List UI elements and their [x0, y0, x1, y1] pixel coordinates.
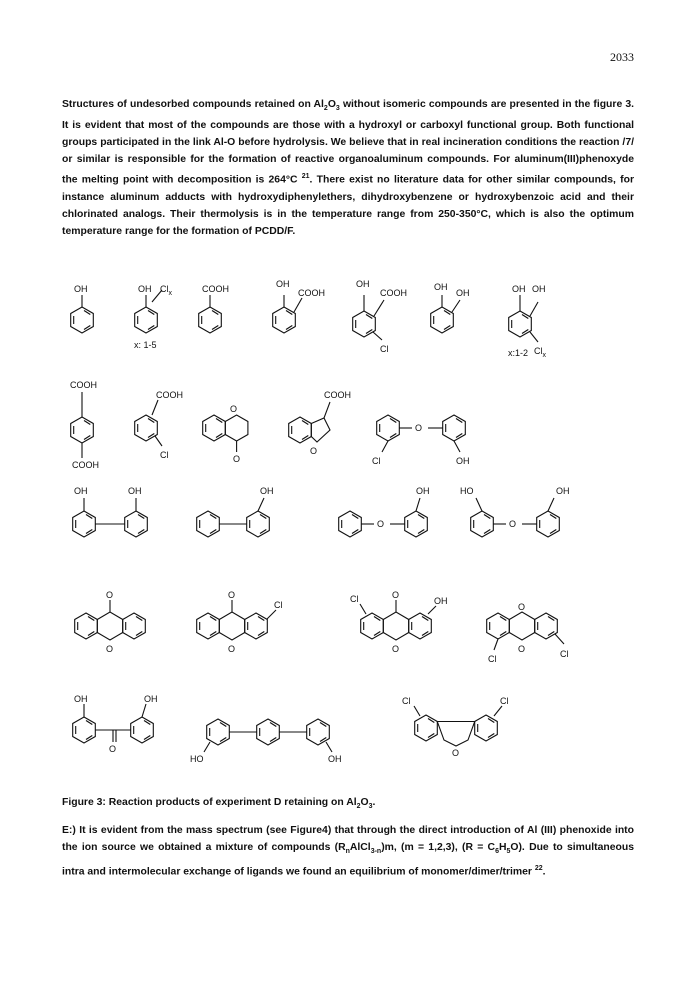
- svg-text:OH: OH: [532, 284, 546, 294]
- chloroxanthone: [197, 590, 283, 654]
- svg-text:Cl: Cl: [372, 456, 381, 466]
- dihydroxybenzophenone: [73, 694, 158, 754]
- phthalic-acid: [70, 380, 99, 470]
- svg-text:O: O: [109, 744, 117, 754]
- svg-text:COOH: COOH: [72, 460, 99, 470]
- svg-text:COOH: COOH: [156, 390, 183, 400]
- hydroxybenzoic-acid: [273, 279, 325, 333]
- svg-text:O: O: [509, 519, 517, 529]
- benzoic-acid: [199, 284, 229, 333]
- dihydroxyterphenyl: [190, 719, 342, 764]
- page-number: 2033: [610, 50, 634, 64]
- chlorodihydroxybenzene: [508, 284, 547, 359]
- svg-text:HO: HO: [460, 486, 474, 496]
- svg-text:OH: OH: [512, 284, 526, 294]
- svg-text:O: O: [106, 590, 114, 600]
- svg-text:COOH: COOH: [380, 288, 407, 298]
- svg-text:Cl: Cl: [380, 344, 389, 354]
- xanthone: [75, 590, 146, 654]
- figure-3-structures: [62, 262, 634, 782]
- svg-text:OH: OH: [276, 279, 290, 289]
- chlorobenzoic-acid: [135, 390, 183, 460]
- svg-text:O: O: [518, 602, 526, 612]
- svg-text:O: O: [230, 404, 238, 414]
- svg-text:O: O: [392, 644, 400, 654]
- svg-text:Cl: Cl: [350, 594, 359, 604]
- svg-text:O: O: [106, 644, 114, 654]
- svg-text:COOH: COOH: [202, 284, 229, 294]
- svg-text:OH: OH: [74, 694, 88, 704]
- svg-text:OH: OH: [128, 486, 142, 496]
- svg-text:OH: OH: [356, 279, 370, 289]
- dichloro-dibenzofuran: [402, 696, 509, 758]
- svg-text:OH: OH: [434, 282, 448, 292]
- chlorohydroxybenzoic-acid: [353, 279, 407, 354]
- svg-text:x:1-2: x:1-2: [508, 348, 529, 358]
- svg-text:Clx: $Cl_x$: [534, 346, 546, 359]
- benzofuran-carboxylic-acid: [289, 390, 351, 456]
- svg-text:HO: HO: [190, 754, 204, 764]
- svg-text:Cl: Cl: [488, 654, 497, 664]
- hydroxydiphenylether-ortho: [339, 486, 430, 537]
- chromone: [203, 404, 248, 464]
- svg-text:Cl: Cl: [274, 600, 283, 610]
- svg-text:OH: OH: [434, 596, 448, 606]
- svg-text:O: O: [452, 748, 460, 758]
- chloro-hydroxy-diphenylether: [372, 415, 470, 466]
- chemical-structures-svg: [62, 262, 634, 782]
- reference-21: 21: [301, 173, 310, 181]
- paragraph-structures: Structures of undesorbed compounds retained on $Al_2O_3$ without isomeric compounds are presented in the figure 3. It is evident that most of the compounds are those with a hydroxyl or carboxyl functional group. Both functional groups participated in the link Al-O before hydrolysis. We believe that in real incineration conditions the reaction /7/ or similar is responsible for the formation of reactive organoaluminum compounds. For aluminum(III)phenoxyde the melting point with decomposition is 264°C $^{21}$. There exist no literature data for other similar compounds, for instance aluminum adducts with hydroxydiphenylethers, dihydroxybenzene or hydroxybenzoic acid and their chlorinated analogs. Their thermolysis is in the temperature range from 250-350°C, which is also the optimum temperature range for the formation of PCDD/F.: [62, 99, 635, 237]
- svg-text:OH: OH: [456, 456, 470, 466]
- svg-text:OH: OH: [260, 486, 274, 496]
- figure-reference: figure 3: [593, 99, 632, 110]
- svg-text:OH: OH: [74, 486, 88, 496]
- svg-text:O: O: [310, 446, 318, 456]
- svg-text:Cl: Cl: [500, 696, 509, 706]
- dihydroxybenzene: [431, 282, 470, 333]
- svg-text:OH: OH: [144, 694, 158, 704]
- svg-text:O: O: [518, 644, 526, 654]
- reference-22: 22: [534, 865, 543, 873]
- svg-text:Cl: Cl: [560, 649, 569, 659]
- svg-text:O: O: [233, 454, 241, 464]
- svg-text:Cl: Cl: [160, 450, 169, 460]
- svg-text:OH: OH: [328, 754, 342, 764]
- svg-text:O: O: [377, 519, 385, 529]
- figure-caption: Figure 3: Reaction products of experiment D retaining on $Al_2O_3$.: [62, 797, 376, 811]
- svg-text:Clx: $Cl_x$: [160, 284, 172, 297]
- svg-text:OH: OH: [456, 288, 470, 298]
- svg-text:O: O: [415, 423, 423, 433]
- svg-text:COOH: COOH: [324, 390, 351, 400]
- paragraph-mass-spectrum: E:) It is evident from the mass spectrum (see Figure4) that through the direct introduction of Al (III) phenoxide into the ion source we obtained a mixture of compounds $(R_nAlCl_{3-n})m$, (m = 1,2,3), $(R = C_6H_5O)$. Due to simultaneous intra and intermolecular exchange of ligands we found an equilibrium of monomer/dimer/trimer $^{22}$.: [62, 825, 634, 878]
- hydroxybiphenyl-ortho: [73, 486, 148, 537]
- svg-text:OH: OH: [74, 284, 88, 294]
- svg-text:O: O: [228, 644, 236, 654]
- hydroxydiphenylether: [460, 486, 570, 537]
- svg-text:Cl: Cl: [402, 696, 411, 706]
- svg-text:OH: OH: [556, 486, 570, 496]
- svg-text:OH: OH: [416, 486, 430, 496]
- chloro-hydroxyxanthone: [350, 590, 448, 654]
- hydroxybiphenyl: [197, 486, 274, 537]
- svg-text:OH: OH: [138, 284, 152, 294]
- svg-text:O: O: [228, 590, 236, 600]
- svg-text:COOH: COOH: [298, 288, 325, 298]
- dichloro-dibenzodioxin: [487, 602, 569, 664]
- chlorophenol: [134, 284, 173, 350]
- figure-reference: Figure4: [290, 825, 328, 836]
- svg-text:x: 1-5: x: 1-5: [134, 340, 157, 350]
- phenol: [71, 284, 94, 333]
- svg-text:COOH: COOH: [70, 380, 97, 390]
- svg-text:O: O: [392, 590, 400, 600]
